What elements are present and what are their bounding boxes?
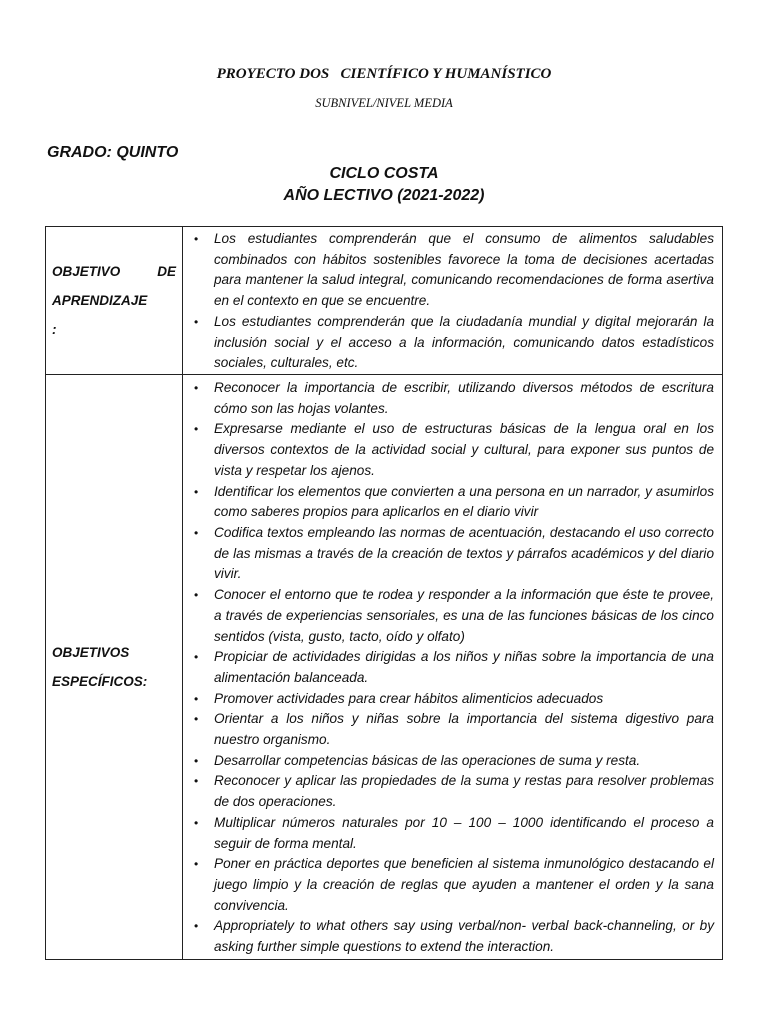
label-line: OBJETIVO DE <box>52 263 176 279</box>
list-item-text: Codifica textos empleando las normas de acentuación, destacando el uso correcto de las mismas a través de la creación de textos y párrafos académicos y del diario vivir. <box>214 525 714 582</box>
list-item <box>190 378 714 419</box>
objectives-table <box>45 226 723 960</box>
list-item <box>190 419 714 481</box>
list-item-text: Reconocer y aplicar las propiedades de la suma y restas para resolver problemas de dos operaciones. <box>214 773 714 810</box>
list-item-text: Identificar los elementos que convierten a una persona en un narrador, y asumirlos como saberes propios para aplicarlos en el diario vivir <box>214 483 714 520</box>
list-item-text: Desarrollar competencias básicas de las operaciones de suma y resta. <box>214 752 641 768</box>
learning-objective-list <box>190 229 714 374</box>
list-item <box>190 482 714 523</box>
list-item <box>190 647 714 688</box>
list-item <box>190 229 714 312</box>
list-item-text: Expresarse mediante el uso de estructuras básicas de la lengua oral en los diversos contextos de la actividad social y cultural, para exponer sus puntos de vista y respetar los ajenos. <box>214 421 714 478</box>
bullet-icon: • <box>194 484 199 499</box>
list-item <box>190 854 714 916</box>
table-row-specific-objectives <box>46 374 723 959</box>
list-item <box>190 771 714 812</box>
specific-objectives-list <box>190 378 714 958</box>
bullet-icon: • <box>194 815 199 830</box>
list-item <box>190 751 714 772</box>
bullet-icon: • <box>194 919 199 934</box>
label-line: OBJETIVOS <box>52 644 130 660</box>
bullet-icon: • <box>194 588 199 603</box>
bullet-icon: • <box>194 857 199 872</box>
list-item-text: Los estudiantes comprenderán que el consumo de alimentos saludables combinados con hábitos sostenibles favorece la toma de decisiones acertadas para mantener la salud integral, comunicando recomendaciones de forma asertiva en el contexto en que se encuentre. <box>214 231 714 309</box>
list-item <box>190 813 714 854</box>
table-row-learning-objective <box>46 227 723 375</box>
list-item-text: Promover actividades para crear hábitos alimenticios adecuados <box>214 690 604 706</box>
learning-objective-content <box>183 227 723 375</box>
bullet-icon: • <box>194 422 199 437</box>
cycle-heading: CICLO COSTA <box>329 165 439 182</box>
list-item-text: Appropriately to what others say using verbal/non- verbal back-channeling, or by asking further simple questions to extend the interaction. <box>214 918 714 955</box>
list-item <box>190 689 714 710</box>
bullet-icon: • <box>194 650 199 665</box>
list-item <box>190 916 714 957</box>
list-item <box>190 585 714 647</box>
bullet-icon: • <box>194 314 199 329</box>
learning-objective-label <box>46 227 183 375</box>
list-item <box>190 709 714 750</box>
bullet-icon: • <box>194 753 199 768</box>
document-subtitle: SUBNIVEL/NIVEL MEDIA <box>315 96 453 110</box>
grade-heading: GRADO: QUINTO <box>47 144 179 161</box>
list-item-text: Propiciar de actividades dirigidas a los niños y niñas sobre la importancia de una alimentación balanceada. <box>214 649 714 685</box>
specific-objectives-content <box>183 374 723 959</box>
list-item-text: Orientar a los niños y niñas sobre la importancia del sistema digestivo para nuestro organismo. <box>214 711 714 748</box>
list-item-text: Poner en práctica deportes que beneficien al sistema inmunológico destacando el juego limpio y la creación de reglas que ayuden a mantener el orden y la sana convivencia. <box>214 856 714 913</box>
label-line: : <box>52 321 57 337</box>
bullet-icon: • <box>194 691 199 706</box>
list-item-text: Reconocer la importancia de escribir, utilizando diversos métodos de escritura cómo son las hojas volantes. <box>214 380 714 416</box>
specific-objectives-label <box>46 374 183 959</box>
bullet-icon: • <box>194 526 199 540</box>
label-line: APRENDIZAJE <box>52 292 148 308</box>
list-item-text: Los estudiantes comprenderán que la ciudadanía mundial y digital mejorarán la inclusión social y el acceso a la información, comunicando datos estadísticos sociales, culturales, etc. <box>214 313 714 371</box>
list-item <box>190 312 714 374</box>
bullet-icon: • <box>194 232 199 246</box>
bullet-icon: • <box>194 774 199 789</box>
list-item <box>190 523 714 585</box>
label-line: ESPECÍFICOS: <box>52 673 148 689</box>
bullet-icon: • <box>194 712 199 727</box>
document-title: PROYECTO DOS CIENTÍFICO Y HUMANÍSTICO <box>216 66 552 82</box>
list-item-text: Multiplicar números naturales por 10 – 100 – 1000 identificando el proceso a seguir de forma mental. <box>214 814 714 851</box>
list-item-text: Conocer el entorno que te rodea y responder a la información que éste te provee, a través de experiencias sensoriales, es una de las funciones básicas de los cinco sentidos (vista, gusto, tacto, oído y olfato) <box>214 587 714 644</box>
school-year-heading: AÑO LECTIVO (2021-2022) <box>283 187 485 204</box>
bullet-icon: • <box>194 381 199 396</box>
